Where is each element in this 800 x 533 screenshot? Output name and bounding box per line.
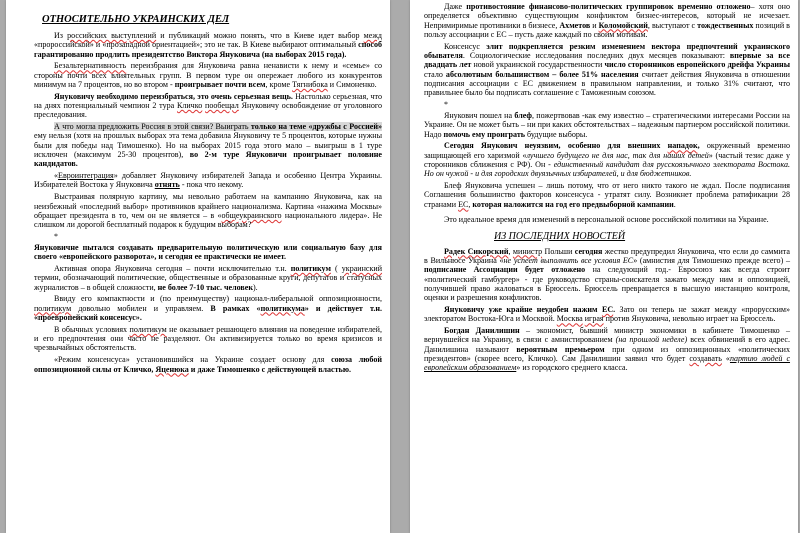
paragraph-3: Януковичу необходимо переизбраться, это очень серьезная вещь. Настолько серьезная, что на днях потенциальный чемпион 2 тура Кличко пообещал Януковичу освобождение от уголовного преследования.	[34, 91, 383, 120]
news-heading: ИЗ ПОСЛЕДНИХ НОВОСТЕЙ	[494, 230, 626, 242]
page-right	[410, 0, 798, 533]
paragraph-17: Это идеальное время для изменений в персональной основе российской политики на Украине.	[444, 215, 769, 225]
section-separator: *	[54, 231, 58, 241]
paragraph-20: Богдан Данилишин – экономист, бывший министр экономики в кабинете Тимошенко – вернувшейся на Украину, в связи с амнистированием (на прошлой неделе) всех обвинений в его адрес. Данилишина называют вероятным премьером при одном из оппозиционных «политических президентов» (скорее всего, Кличко). Сам Данилишин заявил что будет создавать «партию людей с европейским образованием» из городского среднего класса.	[424, 326, 791, 373]
paragraph-19: Януковичу уже крайне неудобен нажим ЕС. Зато он теперь не зажат между «прорусским» электоратом Востока-Юга и Москвой. Москва играя против Януковича, невольно играет на Брюссель.	[424, 305, 791, 324]
paragraph-5: «Евроинтеграция» добавляет Януковичу избирателей Запада и особенно Центра Украины. Избирателей Востока у Януковича отнять - пока что некому.	[34, 171, 382, 190]
paragraph-15: Сегодня Янукович неуязвим, особенно для внешних нападок, окруженный временно защищающей его харизмой «лучшего будущего не для нас, так для наших детей» (частый тезис даже у сторонников сближения с РФ). Он - единственный кандидат для русскоязычного электората Востока. Но он чужой - и для городских двуязычных избирателей, и для бюджетников.	[424, 141, 790, 179]
paragraph-12: Даже противостояние финансово-политических группировок временно отложено– хотя оно определяется объективно существующим конфликтом бизнес-интересов, который не исчезает. Непримиримые противники в бизнесе, Ахметов и Коломойский, выступают с тождественных позиций в пользу ассоциации с ЕС – пусть даже каждый по своим мотивам.	[424, 2, 790, 39]
paragraph-1: Из российских выступлений и публикаций можно понять, что в Киеве идет выбор межд «пророссийской» и «прозападной ориентацией»; это не так. В Киеве выбирают оптимальный способ гарантированно продлить президентство Виктора Януковича (на выборах 2015 года).	[34, 31, 382, 59]
paragraph-9: Ввиду его компактности и (по преимуществу) национал-либеральной оппозиционности, политикум довольно мобилен и управляем. В рамках «политикума» и действует т.н. «проевропейский консенсус».	[34, 294, 382, 323]
paragraph-14: Янукович пошел на блеф, пожертвовав -как ему известно – стратегическими интересами России на Украине. Он не может быть – ни при каких обстоятельствах – надежным партнером российской политики. Надо помочь ему проиграть будущие выборы.	[424, 110, 791, 139]
paragraph-7: Януковичне пытался создавать предварительную политическую или социальную базу для своего «европейского разворота», и сегодня ее практически не имеет.	[34, 242, 382, 262]
paragraph-6: Выстраивая полярную картину, мы невольно работаем на кампанию Януковича, как на неизбежный «последний выбор» противников крайнего национализма. Картина «нажима Москвы» обращает президента в то, чем он не является – в «общеукраинского национального лидера». Не слишком ли дорогой бесплатный подарок к будущим выборам?	[34, 192, 382, 230]
paragraph-11: «Режим консенсуса» установившийся на Украине создает основу для союза любой оппозиционной силы от Кличко, Яценюка и даже Тимошенко с действующей властью.	[34, 355, 382, 374]
paragraph-13: Консенсус элит подкрепляется резким изменением вектора предпочтений украинского обывателя. Социологические исследования последних двух месяцев показывают: впервые за все двадцать лет новой украинской государственности число сторонников европейского дрейфа Украины стало абсолютным большинством – более 51% населения считает действия Януковича в отношении подписания ассоциации с ЕС движением в правильном направлении, и только 31% считают, что правильнее было бы подписать соглашение с Таможенным союзом.	[424, 41, 790, 98]
article-heading: ОТНОСИТЕЛЬНО УКРАИНСКИХ ДЕЛ	[42, 14, 230, 25]
paragraph-10: В обычных условиях политикум не оказывает решающего влияния на поведение избирателей, и его предпочтения они часто не разделяют. Он активизируется только во время кризисов и чрезвычайных обстоятельств.	[34, 324, 382, 353]
paragraph-8: Активная опора Януковича сегодня – почти исключительно т.н. политикум ( украинский термин, обозначающий политические, общественные и образованные круги, депутатов и статусных журналистов – в общей сложности, не более 7-10 тыс. человек).	[34, 264, 383, 292]
paragraph-18: Радек Сикорский, министр Польши сегодня жестко предупредил Януковича, что если до саммита в Вильнюсе Украина «не успеет выполнить все условия ЕС» (амнистия для Тимошенко прежде всего) – подписание Ассоциации будет отложено на следующий год.- Евросоюз как всегда строит «политический гамбургер» - где руководство страны-соискателя зажато между ним и оппозицией, получившей право жаловаться в Брюссель. Брюссель превращается в высшую инстанцию контроля, оценки и разрешения конфликтов.	[424, 246, 791, 303]
paragraph-16: Блеф Януковича успешен – лишь потому, что от него никто такого не ждал. После подписания Соглашения большинство факторов консенсуса - утратят силу. Возникнет проблема ратификации 28 странами ЕС, которая наложится на год его предвыборной кампании.	[424, 181, 790, 209]
section-separator: *	[444, 99, 448, 109]
paragraph-4: А что могла предложить Россия в этой связи? Выиграть только на теме «дружбы с Россией» ему нельзя (хотя на прошлых выборах эта тема добавила Януковичу те 5 процентов, которые нужны были для победы над Тимошенко). Но на выборах 2015 года этого мало – выигрыш в 1 туре исключен (максимум 25-30 процентов), во 2-м туре Януковичи проигрывает половине кандидатов.	[34, 122, 382, 169]
paragraph-2: Безальтернативность переизбрания для Януковича равна ненависти к нему и «семье» со стороны почти всех влиятельных групп. В первом туре он опережает любого из конкурентов минимум на 7 процентов, но во втором - проигрывает почти всем, кроме Тягнибока и Симоненко.	[34, 61, 382, 89]
page-left	[6, 0, 390, 533]
